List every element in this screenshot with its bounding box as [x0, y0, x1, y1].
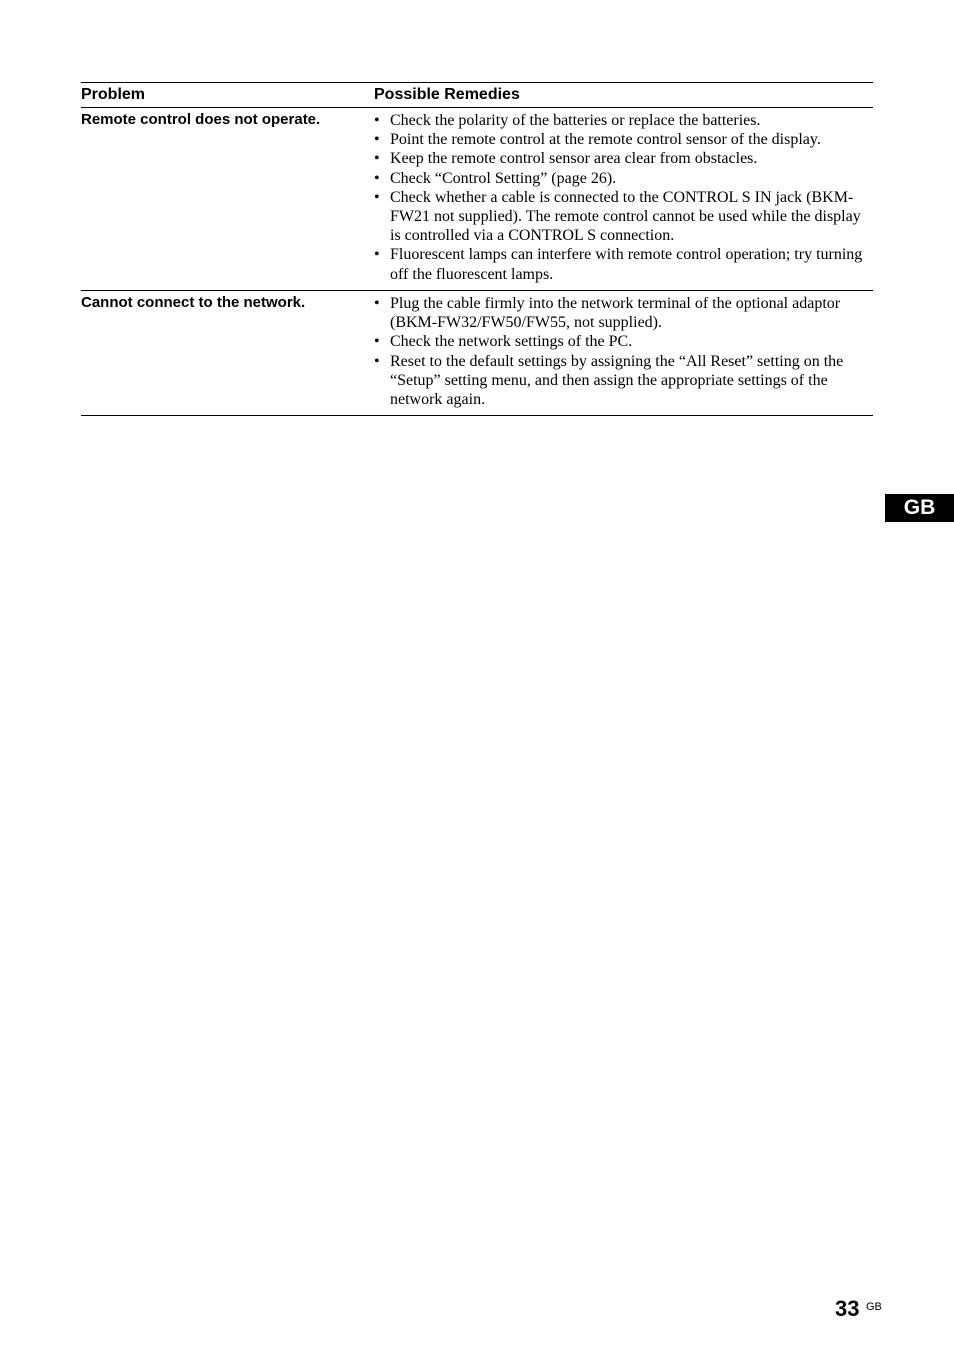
problem-cell: Remote control does not operate. [81, 111, 321, 128]
language-tab: GB [885, 494, 954, 522]
table-row [81, 108, 873, 291]
remedy-item: • Plug the cable firmly into the network terminal of the optional adaptor (BKM-FW32/FW50/FW55, not supplied). [374, 294, 873, 332]
problem-cell: Cannot connect to the network. [81, 294, 306, 311]
page-number: 33 [835, 1296, 860, 1321]
header-problem: Problem [81, 86, 146, 103]
remedy-item: • Point the remote control at the remote control sensor of the display. [374, 130, 873, 149]
table-row [81, 291, 873, 415]
remedy-item: • Check “Control Setting” (page 26). [374, 169, 873, 188]
remedy-item: • Keep the remote control sensor area clear from obstacles. [374, 149, 873, 168]
remedies-list [374, 291, 873, 415]
page-suffix: GB [866, 1301, 882, 1313]
troubleshooting-table [81, 82, 873, 416]
remedies-list [374, 108, 873, 290]
header-remedies: Possible Remedies [374, 86, 520, 103]
remedy-item: • Check the polarity of the batteries or replace the batteries. [374, 111, 873, 130]
remedy-item: • Reset to the default settings by assigning the “All Reset” setting on the “Setup” setting menu, and then assign the appropriate settings of the network again. [374, 352, 873, 410]
remedy-item: • Fluorescent lamps can interfere with remote control operation; try turning off the fluorescent lamps. [374, 245, 873, 283]
remedy-item: • Check the network settings of the PC. [374, 332, 873, 351]
remedy-item: • Check whether a cable is connected to the CONTROL S IN jack (BKM-FW21 not supplied). The remote control cannot be used while the display is controlled via a CONTROL S connection. [374, 188, 873, 246]
table-header [81, 83, 873, 108]
